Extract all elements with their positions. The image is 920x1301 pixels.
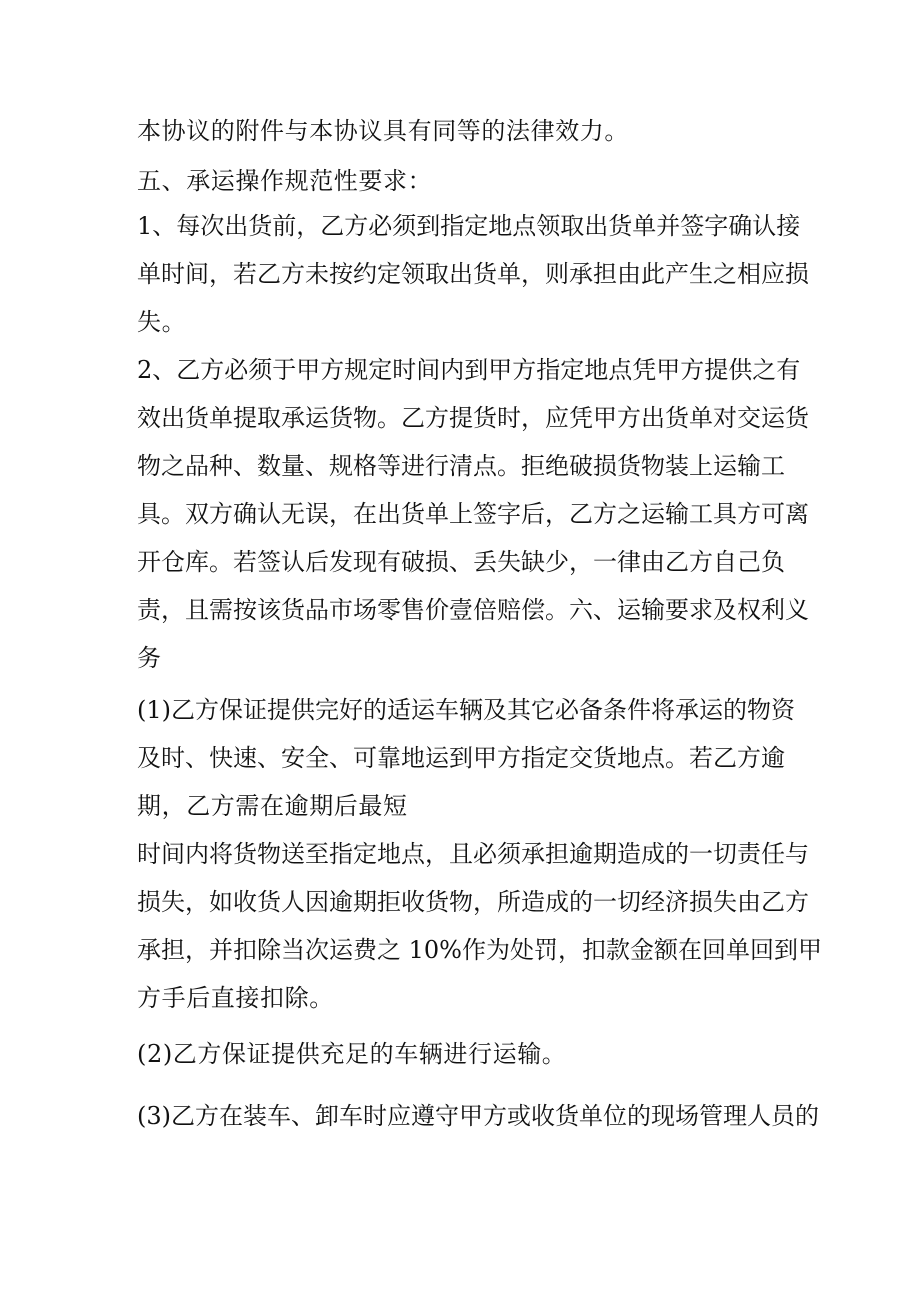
text-line-3: 1、每次出货前，乙方必须到指定地点领取出货单并签字确认接	[137, 212, 801, 240]
text-line-11: 责，且需按该货品市场零售价壹倍赔偿。六、运输要求及权利义	[137, 596, 809, 624]
text-line-16: 时间内将货物送至指定地点，且必须承担逾期造成的一切责任与	[137, 840, 809, 868]
text-line-14: 及时、快速、安全、可靠地运到甲方指定交货地点。若乙方逾	[137, 744, 785, 772]
text-line-9: 具。双方确认无误，在出货单上签字后，乙方之运输工具方可离	[137, 500, 809, 528]
text-line-4: 单时间，若乙方未按约定领取出货单，则承担由此产生之相应损	[137, 260, 809, 288]
text-line-18: 承担，并扣除当次运费之 10%作为处罚，扣款金额在回单回到甲	[137, 936, 822, 964]
text-line-8: 物之品种、数量、规格等进行清点。拒绝破损货物装上运输工	[137, 452, 785, 480]
text-line-6: 2、乙方必须于甲方规定时间内到甲方指定地点凭甲方提供之有	[137, 356, 801, 384]
section-heading-5: 五、承运操作规范性要求：	[137, 167, 433, 195]
text-line-15: 期，乙方需在逾期后最短	[137, 792, 408, 820]
text-line-10: 开仓库。若签认后发现有破损、丢失缺少，一律由乙方自己负	[137, 548, 785, 576]
text-line-21: (3)乙方在装车、卸车时应遵守甲方或收货单位的现场管理人员的	[137, 1102, 819, 1130]
text-line-13: (1)乙方保证提供完好的适运车辆及其它必备条件将承运的物资	[137, 696, 795, 724]
text-line-19: 方手后直接扣除。	[137, 984, 334, 1012]
text-line-5: 失。	[137, 308, 187, 336]
text-line-1: 本协议的附件与本协议具有同等的法律效力。	[137, 117, 629, 145]
text-line-7: 效出货单提取承运货物。乙方提货时，应凭甲方出货单对交运货	[137, 404, 809, 432]
text-line-17: 损失，如收货人因逾期拒收货物，所造成的一切经济损失由乙方	[137, 888, 809, 916]
text-line-12: 务	[137, 644, 162, 672]
text-line-20: (2)乙方保证提供充足的车辆进行运输。	[137, 1040, 567, 1068]
